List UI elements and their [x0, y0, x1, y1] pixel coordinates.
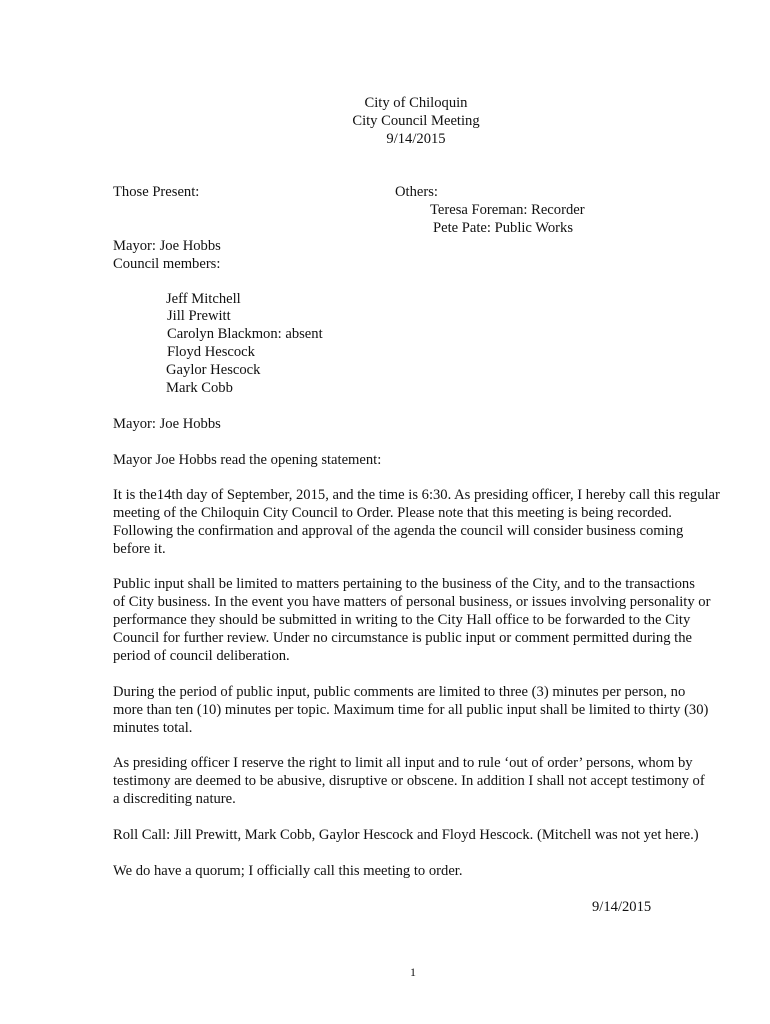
paragraph-line: performance they should be submitted in writing to the City Hall office to be forwarded to the City	[113, 612, 691, 628]
mayor-line-body: Mayor: Joe Hobbs	[113, 416, 221, 432]
council-member-item: Floyd Hescock	[167, 344, 255, 360]
paragraph-line: Council for further review. Under no circumstance is public input or comment permitted during the	[113, 630, 692, 646]
paragraph-line: Public input shall be limited to matters pertaining to the business of the City, and to the transactions	[113, 576, 695, 592]
quorum-line: We do have a quorum; I officially call this meeting to order.	[113, 863, 463, 879]
paragraph-line: period of council deliberation.	[113, 648, 290, 664]
paragraph-line: minutes total.	[113, 720, 193, 736]
council-member-item: Jeff Mitchell	[166, 291, 241, 307]
footer-date: 9/14/2015	[592, 899, 652, 915]
opening-statement-intro: Mayor Joe Hobbs read the opening statement:	[113, 452, 382, 468]
council-member-item: Jill Prewitt	[167, 308, 231, 324]
document-title-meeting: City Council Meeting	[352, 113, 480, 129]
time-limits-paragraph	[113, 683, 753, 737]
paragraph-line: a discrediting nature.	[113, 791, 236, 807]
others-item: Pete Pate: Public Works	[433, 220, 574, 236]
paragraph-line: of City business. In the event you have matters of personal business, or issues involving personality or	[113, 594, 711, 610]
order-rules-paragraph	[113, 754, 753, 808]
others-label: Others:	[395, 184, 438, 200]
opening-paragraph	[113, 486, 753, 558]
document-title-date: 9/14/2015	[386, 131, 446, 147]
paragraph-line: During the period of public input, public comments are limited to three (3) minutes per person, no	[113, 684, 686, 700]
paragraph-line: It is the14th day of September, 2015, and the time is 6:30. As presiding officer, I hereby call this regular	[113, 487, 720, 503]
document-title-city: City of Chiloquin	[364, 95, 468, 111]
council-member-item: Gaylor Hescock	[166, 362, 261, 378]
others-item: Teresa Foreman: Recorder	[430, 202, 585, 218]
public-input-paragraph	[113, 575, 753, 665]
council-member-item: Carolyn Blackmon: absent	[167, 326, 323, 342]
council-member-item: Mark Cobb	[166, 380, 233, 396]
paragraph-line: more than ten (10) minutes per topic. Maximum time for all public input shall be limited to thirty (30)	[113, 702, 709, 718]
page-number: 1	[410, 965, 416, 979]
paragraph-line: Following the confirmation and approval of the agenda the council will consider business coming	[113, 523, 684, 539]
those-present-label: Those Present:	[113, 184, 200, 200]
paragraph-line: before it.	[113, 541, 166, 557]
paragraph-line: As presiding officer I reserve the right to limit all input and to rule ‘out of order’ persons, whom by	[113, 755, 693, 771]
council-members-label: Council members:	[113, 256, 221, 272]
paragraph-line: meeting of the Chiloquin City Council to Order. Please note that this meeting is being recorded.	[113, 505, 672, 521]
mayor-line: Mayor: Joe Hobbs	[113, 238, 221, 254]
roll-call-line: Roll Call: Jill Prewitt, Mark Cobb, Gaylor Hescock and Floyd Hescock. (Mitchell was not yet here.)	[113, 827, 699, 843]
paragraph-line: testimony are deemed to be abusive, disruptive or obscene. In addition I shall not accept testimony of	[113, 773, 705, 789]
